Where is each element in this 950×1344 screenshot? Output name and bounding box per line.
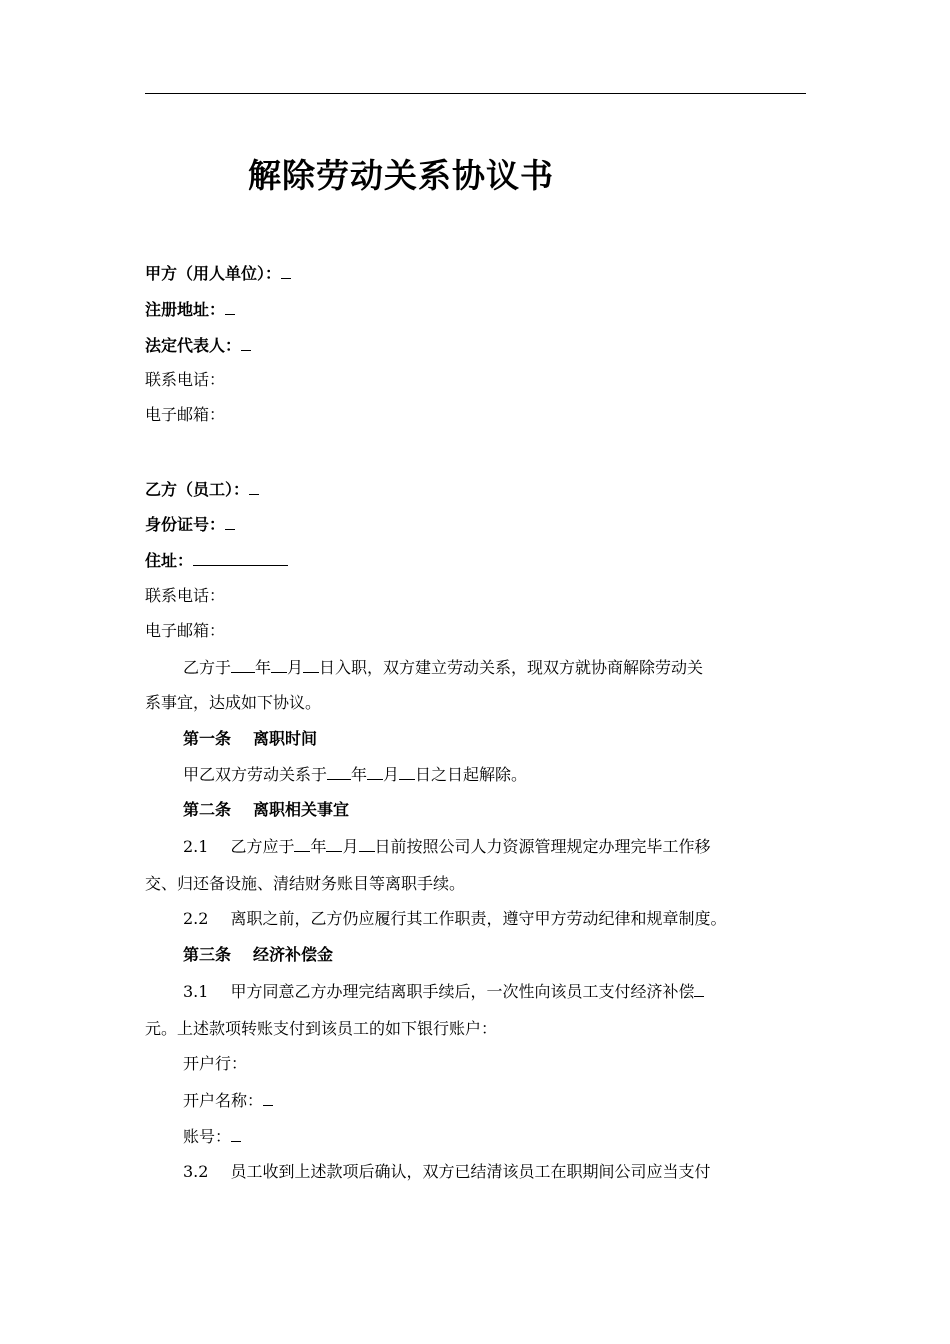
party-b-id-label: 身份证号：: [145, 515, 226, 534]
article-2-title: 离职相关事宜: [253, 800, 350, 819]
clause-3-1-number: 3.1: [183, 982, 209, 1001]
party-b-blank: [249, 479, 259, 495]
account-no-label: 账号：: [183, 1127, 232, 1146]
clause-3-2-number: 3.2: [183, 1162, 209, 1181]
article-1-text-1: 甲乙双方劳动关系于: [183, 765, 328, 784]
intro-text-1: 乙方于: [183, 658, 232, 677]
clause-2-1-line-2: 交、归还备设施、清结财务账目等离职手续。: [145, 874, 466, 893]
account-name-label: 开户名称：: [183, 1091, 264, 1110]
party-b-line: [145, 479, 259, 500]
party-a-blank: [281, 263, 291, 279]
party-b-address-label: 住址：: [145, 551, 194, 570]
article-1-title: 离职时间: [253, 729, 318, 748]
party-a-label: 甲方（用人单位）：: [145, 264, 282, 283]
party-a-phone-label: 联系电话：: [145, 370, 226, 389]
entry-year-blank: [231, 657, 255, 673]
intro-text-2: 年: [255, 658, 272, 677]
separation-year-blank: [327, 764, 351, 780]
article-1-text-2: 年: [351, 765, 368, 784]
clause-3-1-line-2: 元。上述款项转账支付到该员工的如下银行账户：: [145, 1019, 498, 1038]
party-a-address-line: [145, 299, 235, 320]
party-b-id-line: [145, 514, 235, 535]
clause-2-2: [183, 909, 726, 929]
clause-2-1-text-4: 日前按照公司人力资源管理规定办理完毕工作移: [374, 837, 711, 856]
article-1-text: [183, 764, 527, 785]
clause-3-2-line-1: [183, 1162, 710, 1182]
party-a-address-label: 注册地址：: [145, 300, 226, 319]
article-1-number: 第一条: [183, 729, 232, 748]
compensation-amount-blank: [694, 981, 704, 997]
party-b-id-blank: [225, 514, 235, 530]
article-1-heading: [183, 729, 317, 749]
header-rule: [145, 93, 806, 94]
handover-day-blank: [359, 836, 375, 852]
clause-2-1-line-1: [183, 836, 711, 857]
intro-text-4: 日入职，双方建立劳动关系，现双方就协商解除劳动关: [319, 658, 704, 677]
intro-text-3: 月: [287, 658, 304, 677]
party-b-address-blank: [193, 550, 288, 566]
article-3-number: 第三条: [183, 945, 232, 964]
article-3-heading: [183, 945, 333, 965]
party-a-legal-rep-line: [145, 335, 251, 356]
intro-line-2: 系事宜，达成如下协议。: [145, 693, 322, 712]
clause-3-1-line-1: [183, 981, 704, 1002]
separation-day-blank: [399, 764, 415, 780]
account-no-blank: [231, 1126, 241, 1142]
entry-day-blank: [303, 657, 319, 673]
article-1-text-3: 月: [383, 765, 400, 784]
party-a-legal-rep-blank: [241, 335, 251, 351]
party-a-address-blank: [225, 299, 235, 315]
bank-label: 开户行：: [183, 1054, 248, 1073]
party-b-email-label: 电子邮箱：: [145, 621, 226, 640]
article-3-title: 经济补偿金: [253, 945, 334, 964]
clause-2-1-text-1: 乙方应于: [230, 837, 295, 856]
clause-2-2-text: 离职之前，乙方仍应履行其工作职责，遵守甲方劳动纪律和规章制度。: [230, 909, 727, 928]
document-title: 解除劳动关系协议书: [248, 156, 554, 195]
clause-3-1-text-1: 甲方同意乙方办理完结离职手续后，一次性向该员工支付经济补偿: [230, 982, 695, 1001]
separation-month-blank: [367, 764, 383, 780]
party-a-line: [145, 263, 291, 284]
article-2-number: 第二条: [183, 800, 232, 819]
clause-2-1-text-2: 年: [310, 837, 327, 856]
clause-3-2-text: 员工收到上述款项后确认，双方已结清该员工在职期间公司应当支付: [230, 1162, 711, 1181]
party-b-address-line: [145, 550, 288, 571]
article-2-heading: [183, 800, 349, 820]
party-a-email-label: 电子邮箱：: [145, 405, 226, 424]
intro-line-1: [183, 657, 703, 678]
party-a-legal-rep-label: 法定代表人：: [145, 336, 242, 355]
clause-2-1-number: 2.1: [183, 837, 209, 856]
handover-year-blank: [294, 836, 310, 852]
handover-month-blank: [326, 836, 342, 852]
clause-2-2-number: 2.2: [183, 909, 209, 928]
account-name-blank: [263, 1090, 273, 1106]
party-b-label: 乙方（员工）：: [145, 480, 250, 499]
entry-month-blank: [271, 657, 287, 673]
account-no-line: [183, 1126, 241, 1147]
party-b-phone-label: 联系电话：: [145, 586, 226, 605]
account-name-line: [183, 1090, 273, 1111]
clause-2-1-text-3: 月: [342, 837, 359, 856]
article-1-text-4: 日之日起解除。: [415, 765, 528, 784]
